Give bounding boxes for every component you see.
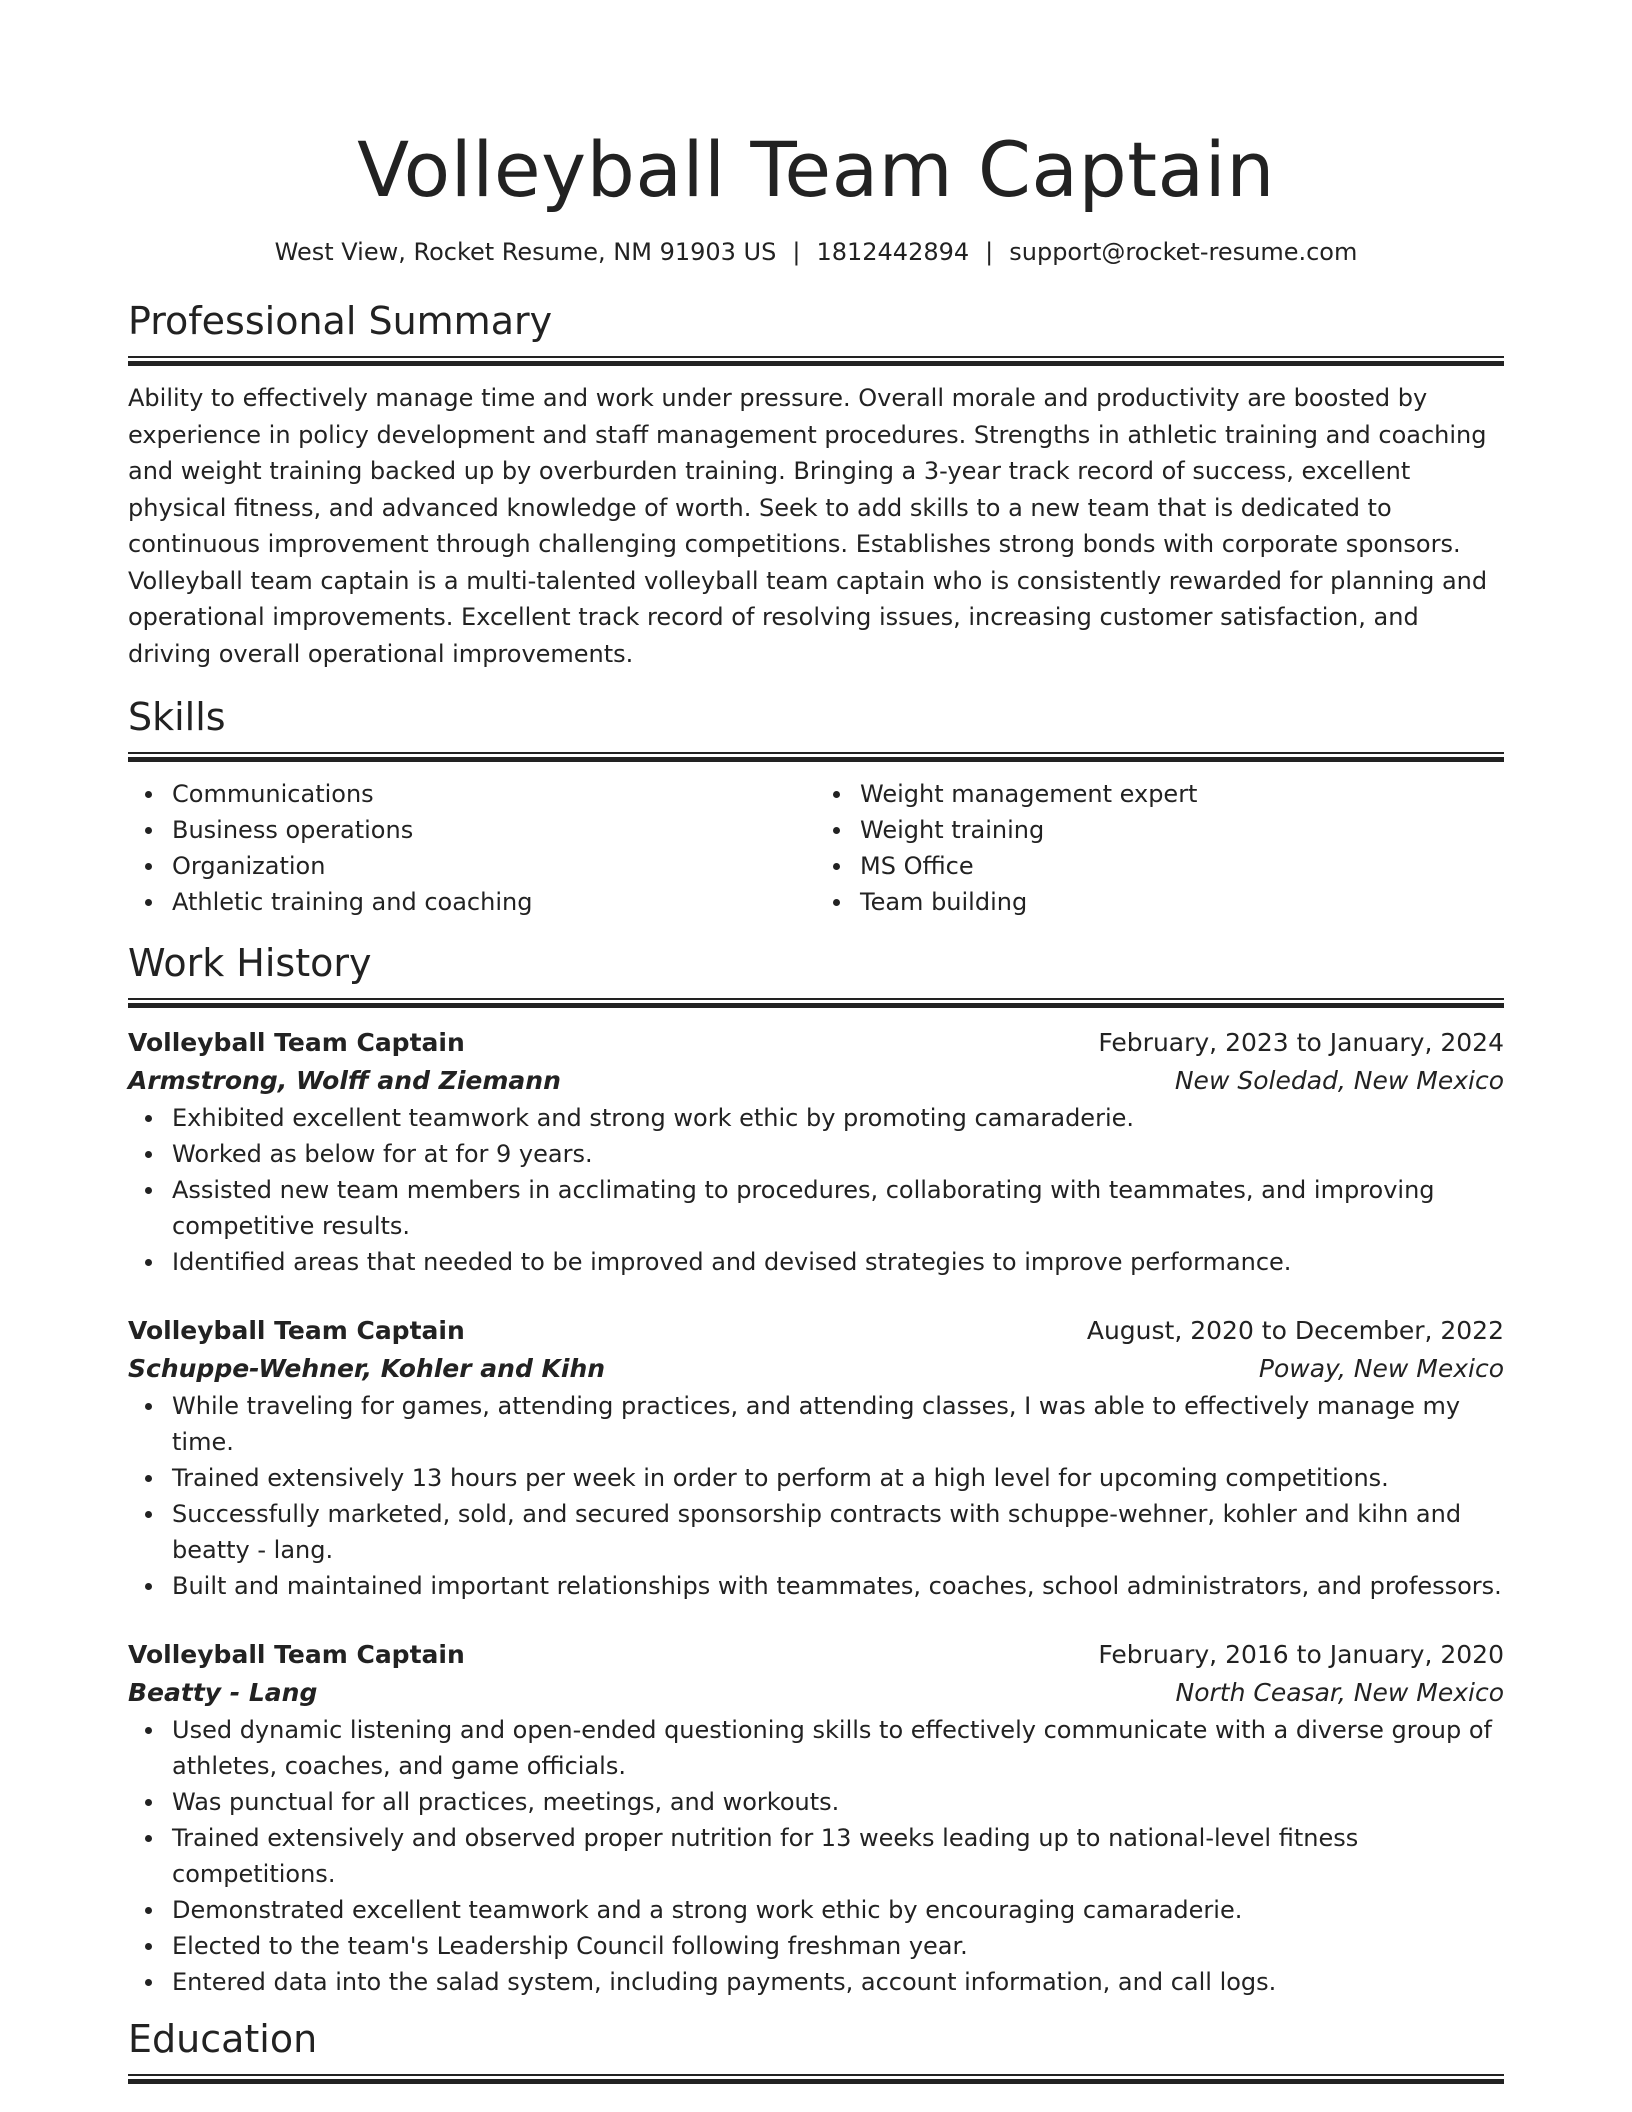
summary-heading: Professional Summary	[128, 299, 553, 343]
skill-item: Communications	[172, 776, 816, 812]
job-title: Volleyball Team Captain	[128, 1316, 465, 1345]
job-bullets	[128, 1388, 1504, 1604]
section-divider	[128, 752, 1504, 762]
job-company: Armstrong, Wolff and Ziemann	[128, 1066, 561, 1095]
job-location: Poway, New Mexico	[1258, 1354, 1504, 1383]
skill-item: Weight management expert	[860, 776, 1504, 812]
job-bullet: Demonstrated excellent teamwork and a strong work ethic by encouraging camaraderie.	[172, 1892, 1504, 1928]
section-divider	[128, 998, 1504, 1008]
job-location: New Soledad, New Mexico	[1174, 1066, 1504, 1095]
job-title: Volleyball Team Captain	[128, 1640, 465, 1669]
contact-address: West View, Rocket Resume, NM 91903 US	[274, 238, 777, 266]
job-company: Beatty - Lang	[128, 1678, 318, 1707]
contact-phone: 1812442894	[816, 238, 970, 266]
education-section	[128, 2016, 1504, 2084]
job-entry	[128, 1312, 1504, 1604]
contact-separator: |	[792, 238, 801, 266]
job-bullet: Assisted new team members in acclimating to procedures, collaborating with teammates, and improving competitive results.	[172, 1172, 1504, 1244]
skill-item: Athletic training and coaching	[172, 884, 816, 920]
job-entry	[128, 1636, 1504, 2000]
job-bullet: Entered data into the salad system, including payments, account information, and call logs.	[172, 1964, 1504, 2000]
skills-heading: Skills	[128, 695, 226, 739]
job-subheader	[128, 1062, 1504, 1100]
job-dates: August, 2020 to December, 2022	[1086, 1316, 1504, 1345]
summary-text: Ability to effectively manage time and work under pressure. Overall morale and productivity are boosted by experience in policy development and staff management procedures. Strengths in athletic training and coaching and weight training backed up by overburden training. Bringing a 3-year track record of success, excellent physical fitness, and advanced knowledge of worth. Seek to add skills to a new team that is dedicated to continuous improvement through challenging competitions. Establishes strong bonds with corporate sponsors. Volleyball team captain is a multi-talented volleyball team captain who is consistently rewarded for planning and operational improvements. Excellent track record of resolving issues, increasing customer satisfaction, and driving overall operational improvements.	[128, 384, 1488, 668]
job-company: Schuppe-Wehner, Kohler and Kihn	[128, 1354, 606, 1383]
job-entry	[128, 1024, 1504, 1280]
job-bullets	[128, 1712, 1504, 2000]
job-dates: February, 2016 to January, 2020	[1098, 1640, 1504, 1669]
job-bullet: Successfully marketed, sold, and secured sponsorship contracts with schuppe-wehner, kohler and kihn and beatty - lang.	[172, 1496, 1504, 1568]
skills-columns	[128, 776, 1504, 920]
job-bullets	[128, 1100, 1504, 1280]
work-heading: Work History	[128, 941, 372, 985]
job-dates: February, 2023 to January, 2024	[1098, 1028, 1504, 1057]
job-title: Volleyball Team Captain	[128, 1028, 465, 1057]
skill-item: MS Office	[860, 848, 1504, 884]
job-location: North Ceasar, New Mexico	[1175, 1678, 1504, 1707]
contact-email: support@rocket-resume.com	[1009, 238, 1358, 266]
resume-page	[128, 0, 1504, 2084]
skill-item: Business operations	[172, 812, 816, 848]
job-bullet: While traveling for games, attending practices, and attending classes, I was able to effectively manage my time.	[172, 1388, 1504, 1460]
resume-name: Volleyball Team Captain	[357, 125, 1275, 214]
job-header	[128, 1636, 1504, 1674]
job-header	[128, 1024, 1504, 1062]
job-subheader	[128, 1350, 1504, 1388]
education-heading: Education	[128, 2017, 318, 2061]
summary-section	[128, 298, 1504, 672]
job-bullet: Elected to the team's Leadership Council following freshman year.	[172, 1928, 1504, 1964]
contact-separator: |	[985, 238, 994, 266]
contact-line	[128, 236, 1504, 268]
section-divider	[128, 2074, 1504, 2084]
job-bullet: Trained extensively and observed proper nutrition for 13 weeks leading up to national-level fitness competitions.	[172, 1820, 1504, 1892]
skill-item: Weight training	[860, 812, 1504, 848]
job-bullet: Exhibited excellent teamwork and strong work ethic by promoting camaraderie.	[172, 1100, 1504, 1136]
skills-list-right	[816, 776, 1504, 920]
job-bullet: Trained extensively 13 hours per week in order to perform at a high level for upcoming competitions.	[172, 1460, 1504, 1496]
job-bullet: Worked as below for at for 9 years.	[172, 1136, 1504, 1172]
skill-item: Organization	[172, 848, 816, 884]
job-bullet: Built and maintained important relationships with teammates, coaches, school administrators, and professors.	[172, 1568, 1504, 1604]
skills-list-left	[128, 776, 816, 920]
work-section	[128, 940, 1504, 2000]
job-bullet: Was punctual for all practices, meetings, and workouts.	[172, 1784, 1504, 1820]
job-bullet: Used dynamic listening and open-ended questioning skills to effectively communicate with a diverse group of athletes, coaches, and game officials.	[172, 1712, 1504, 1784]
job-bullet: Identified areas that needed to be improved and devised strategies to improve performance.	[172, 1244, 1504, 1280]
job-subheader	[128, 1674, 1504, 1712]
section-divider	[128, 356, 1504, 366]
skill-item: Team building	[860, 884, 1504, 920]
job-header	[128, 1312, 1504, 1350]
skills-section	[128, 694, 1504, 920]
